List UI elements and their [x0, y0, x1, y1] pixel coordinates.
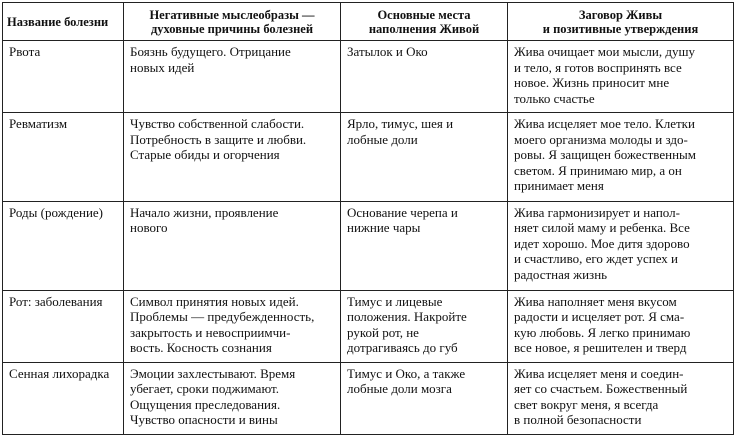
cell-line: радости и исцеляет рот. Я сма-	[514, 309, 685, 325]
cell-negative-thoughts	[124, 41, 341, 113]
cell-affirmation	[508, 290, 734, 362]
cell-line: кую любовь. Я легко принимаю	[514, 324, 691, 340]
cell-line: Ревматизм	[9, 116, 68, 132]
cell-line: положения. Накройте	[347, 309, 467, 325]
cell-line: свет вокруг меня, я всегда	[514, 396, 659, 412]
cell-line: лобные доли	[347, 131, 418, 147]
table-row	[3, 201, 734, 290]
cell-line: Основание черепа и	[347, 204, 458, 220]
cell-line: радостная жизнь	[514, 266, 608, 282]
table-row	[3, 290, 734, 362]
cell-disease-name	[3, 362, 124, 434]
cell-line: Потребность в защите и любви.	[130, 131, 307, 147]
cell-negative-thoughts	[124, 113, 341, 202]
cell-line: Жива гармонизирует и напол-	[514, 204, 680, 220]
cell-line: Ощущения преследования.	[130, 396, 281, 412]
cell-line: нового	[130, 220, 168, 236]
cell-negative-thoughts	[124, 362, 341, 434]
cell-disease-name	[3, 290, 124, 362]
cell-line: Затылок и Око	[347, 44, 428, 59]
cell-line: новое. Жизнь приносит мне	[514, 75, 670, 90]
table-row	[3, 113, 734, 202]
cell-line: рукой рот, не	[347, 324, 419, 340]
cell-line: яет со счастьем. Божественный	[514, 381, 688, 397]
cell-disease-name	[3, 41, 124, 113]
cell-line: убегает, сроки поджимают.	[130, 381, 279, 397]
cell-line: Старые обиды и огорчения	[130, 147, 280, 163]
cell-line: вость. Косность сознания	[130, 340, 272, 356]
cell-line: моего организма молоды и здо-	[514, 131, 688, 147]
cell-line: новых идей	[130, 59, 195, 75]
cell-line: Рвота	[9, 44, 41, 59]
cell-line: Символ принятия новых идей.	[130, 293, 299, 309]
cell-line: ровы. Я защищен божественным	[514, 147, 697, 163]
cell-affirmation	[508, 201, 734, 290]
cell-filling-places	[341, 362, 508, 434]
cell-filling-places	[341, 290, 508, 362]
header-affirmations: Заговор Живы и позитивные утверждения	[508, 3, 734, 41]
cell-line: Чувство собственной слабости.	[130, 116, 305, 132]
header-disease-name: Название болезни	[3, 3, 124, 41]
cell-line: Тимус и Око, а также	[347, 365, 466, 381]
table-header	[3, 3, 734, 41]
cell-line: все новое, я решителен и тверд	[514, 340, 687, 356]
cell-line: Жива наполняет меня вкусом	[514, 293, 677, 309]
cell-filling-places	[341, 41, 508, 113]
cell-disease-name	[3, 201, 124, 290]
cell-line: Сенная лихорадка	[9, 365, 110, 381]
cell-line: нижние чары	[347, 220, 421, 236]
cell-line: няет силой маму и ребенка. Все	[514, 220, 690, 236]
cell-line: Проблемы — предубежденность,	[130, 309, 315, 325]
table-row	[3, 41, 734, 113]
cell-line: Роды (рождение)	[9, 204, 104, 220]
cell-line: Боязнь будущего. Отрицание	[130, 44, 291, 59]
cell-line: в полной безопасности	[514, 412, 642, 428]
cell-line: Начало жизни, проявление	[130, 204, 279, 220]
cell-line: и тело, я готов воспринять все	[514, 59, 682, 75]
cell-line: лобные доли мозга	[347, 381, 452, 397]
cell-line: Ярло, тимус, шея и	[347, 116, 454, 132]
cell-line: только счастье	[514, 90, 595, 106]
cell-line: Рот: заболевания	[9, 293, 103, 309]
cell-negative-thoughts	[124, 201, 341, 290]
cell-line: идет хорошо. Мое дитя здорово	[514, 235, 690, 251]
cell-affirmation	[508, 41, 734, 113]
cell-line: светом. Я принимаю мир, а он	[514, 162, 682, 178]
cell-line: Эмоции захлестывают. Время	[130, 365, 296, 381]
cell-affirmation	[508, 362, 734, 434]
cell-line: Жива очищает мои мысли, душу	[514, 44, 695, 59]
cell-line: дотрагиваясь до губ	[347, 340, 458, 356]
table-body	[3, 41, 734, 435]
cell-line: закрытость и невосприимчи-	[130, 324, 291, 340]
cell-line: Чувство опасности и вины	[130, 412, 278, 428]
cell-line: Жива исцеляет мое тело. Клетки	[514, 116, 695, 132]
cell-line: принимает меня	[514, 178, 604, 194]
table-row	[3, 362, 734, 434]
header-filling-places: Основные места наполнения Живой	[341, 3, 508, 41]
header-negative-thoughts: Негативные мыслеобразы — духовные причины болезней	[124, 3, 341, 41]
disease-table	[2, 2, 734, 435]
cell-filling-places	[341, 113, 508, 202]
cell-line: и счастливо, его ждет успех и	[514, 251, 679, 267]
cell-affirmation	[508, 113, 734, 202]
cell-line: Жива исцеляет меня и соедин-	[514, 365, 684, 381]
cell-filling-places	[341, 201, 508, 290]
cell-negative-thoughts	[124, 290, 341, 362]
header-row	[3, 3, 734, 41]
cell-line: Тимус и лицевые	[347, 293, 443, 309]
cell-disease-name	[3, 113, 124, 202]
